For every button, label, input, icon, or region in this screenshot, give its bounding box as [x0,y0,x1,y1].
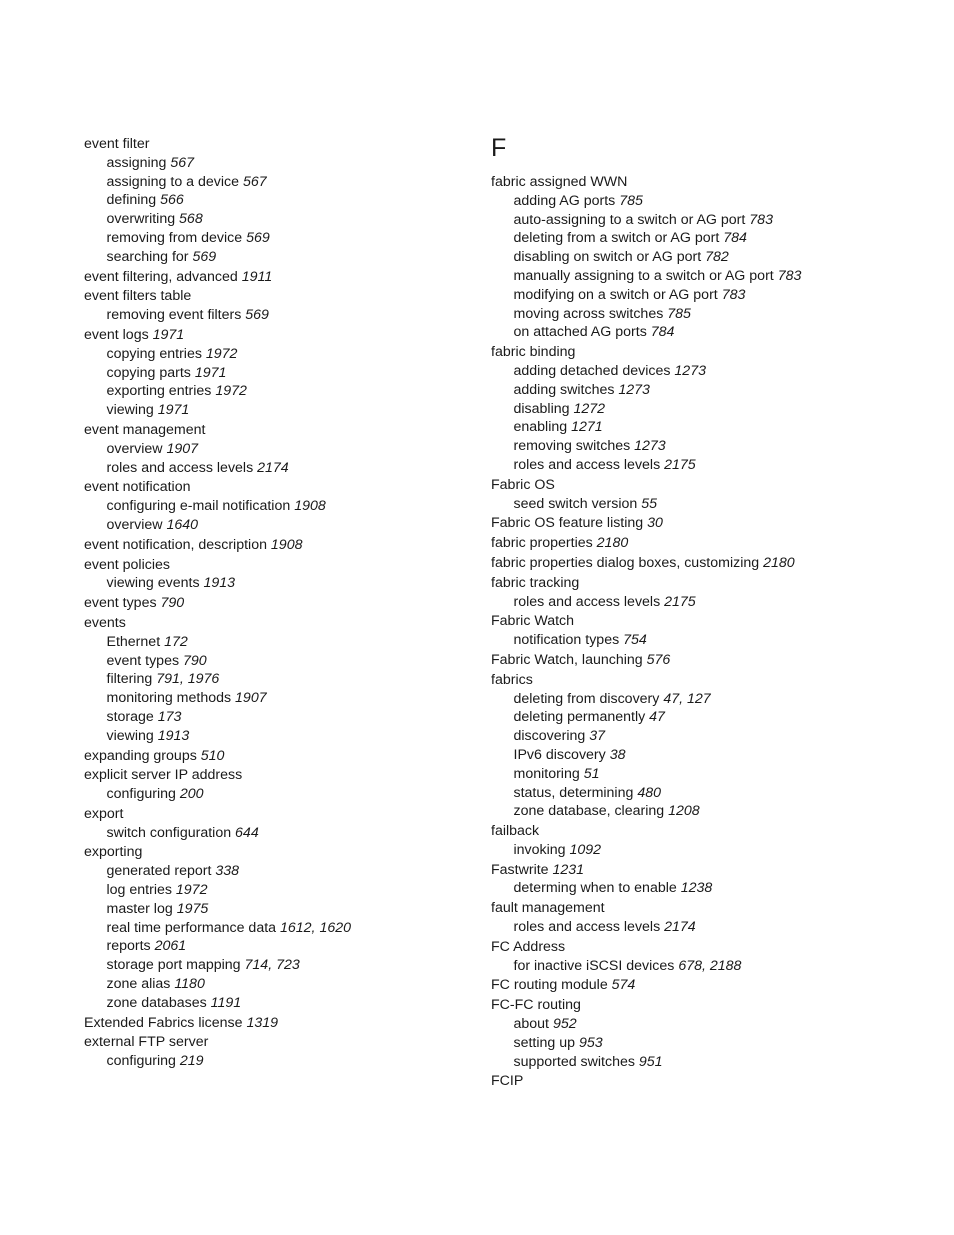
index-entry [84,747,474,766]
page-reference: 1972 [215,383,247,400]
page-reference: 1238 [680,880,713,897]
page-reference: 784 [650,324,675,341]
entry-term: roles and access levels [106,459,258,476]
index-entry [491,476,931,495]
entry-term: event types [106,652,184,669]
entry-term: moving across switches [513,305,668,322]
page-reference: 1908 [294,498,326,515]
entry-term: fabric binding [491,344,576,361]
page-reference: 714, 723 [244,957,300,974]
page-reference: 51 [583,765,600,782]
index-subentry [84,727,474,746]
index-subentry [84,459,474,478]
page-reference: 1180 [174,976,205,993]
page-reference: 30 [647,515,663,532]
index-subentry [84,881,474,900]
entry-term: switch configuration [106,824,236,841]
page-reference: 1975 [176,900,209,917]
entry-term: Fastwrite [491,861,553,878]
page-reference: 1272 [573,400,606,417]
page-reference: 951 [638,1053,663,1070]
page-reference: 567 [170,154,195,171]
page-reference: 1319 [246,1014,279,1031]
entry-term: removing from device [106,229,247,246]
entry-term: zone database, clearing [513,803,669,820]
index-entry [491,861,931,880]
entry-term: for inactive iSCSI devices [513,957,679,974]
index-entry [84,1014,474,1033]
entry-term: status, determining [513,784,638,801]
index-subentry [491,841,931,860]
entry-term: FC-FC routing [491,997,581,1014]
entry-term: events [84,614,126,631]
page-reference: 2175 [664,456,696,473]
entry-term: log entries [106,882,176,899]
entry-term: about [513,1016,553,1033]
entry-term: defining [106,192,161,209]
entry-term: real time performance data [106,919,280,936]
entry-term: removing switches [513,438,635,455]
index-entry [84,805,474,824]
index-entry [491,651,931,670]
index-subentry [84,345,474,364]
entry-term: fabric properties [491,535,597,552]
entry-term: filtering [106,671,157,688]
entry-term: adding switches [513,381,619,398]
index-subentry [491,211,931,230]
entry-term: viewing [106,402,158,419]
index-entry [491,173,931,192]
entry-term: FCIP [491,1073,524,1090]
entry-term: configuring [106,1053,180,1070]
page-reference: 569 [246,229,270,246]
page-reference: 1271 [571,419,603,436]
entry-term: failback [491,823,540,840]
index-subentry [491,1053,931,1072]
entry-term: zone databases [106,994,211,1011]
page-reference: 1913 [157,727,190,744]
entry-term: event filters table [84,288,192,305]
page-reference: 1191 [210,994,242,1011]
index-subentry [84,975,474,994]
page-reference: 338 [215,863,240,880]
index-subentry [84,994,474,1013]
index-subentry [491,918,931,937]
index-right-column [491,134,931,1091]
index-subentry [84,229,474,248]
index-entries-f [491,173,931,1091]
index-subentry [491,267,931,286]
page-reference: 55 [641,495,658,512]
entry-term: deleting from discovery [513,690,664,707]
page-reference: 47, 127 [663,690,711,707]
entry-term: Fabric Watch, launching [491,651,647,668]
index-entry [491,1072,931,1091]
index-entry [84,766,474,785]
index-entry [491,976,931,995]
entry-term: removing event filters [106,307,246,324]
index-entry [84,1033,474,1052]
index-entry [491,612,931,631]
page-reference: 1273 [618,381,650,398]
page-reference: 784 [723,230,747,247]
page-reference: 569 [245,307,269,324]
entry-term: event management [84,421,206,438]
page-reference: 785 [667,305,691,322]
entry-term: fabrics [491,671,533,688]
index-entry [84,478,474,497]
page-reference: 173 [157,708,182,725]
entry-term: assigning [106,154,171,171]
page-reference: 47 [649,709,665,726]
page-reference: 1231 [552,861,585,878]
index-entry [491,822,931,841]
entry-term: monitoring methods [106,690,236,707]
index-subentry [84,497,474,516]
page-reference: 219 [179,1053,204,1070]
entry-term: Extended Fabrics license [84,1014,247,1031]
entry-term: event filtering, advanced [84,268,242,285]
entry-term: configuring e-mail notification [106,498,295,515]
index-subentry [84,862,474,881]
page-reference: 1092 [569,841,602,858]
entry-term: event types [84,595,161,612]
index-subentry [84,937,474,956]
page-reference: 1273 [674,362,706,379]
entry-term: Fabric OS feature listing [491,515,648,532]
page-reference: 1273 [634,438,666,455]
entry-term: fault management [491,900,605,917]
index-subentry [491,1015,931,1034]
page-reference: 37 [589,728,605,745]
entry-term: configuring [106,786,180,803]
index-subentry [491,305,931,324]
page-reference: 568 [179,211,203,228]
index-subentry [491,229,931,248]
page-reference: 953 [578,1034,603,1051]
page-reference: 783 [777,267,802,284]
entry-term: event notification [84,479,191,496]
index-subentry [84,956,474,975]
index-entry [84,421,474,440]
page-reference: 952 [552,1016,577,1033]
page-reference: 783 [721,286,746,303]
entry-term: IPv6 discovery [513,746,610,763]
index-subentry [491,784,931,803]
section-letter-heading: F [491,134,507,162]
page-reference: 1208 [668,803,700,820]
index-subentry [491,381,931,400]
entry-term: modifying on a switch or AG port [513,286,722,303]
index-entry [491,899,931,918]
entry-term: export [84,805,124,822]
page-reference: 1640 [166,516,198,533]
page-reference: 567 [242,173,267,190]
index-subentry [491,362,931,381]
entry-term: on attached AG ports [513,324,651,341]
index-left-column [84,134,474,1071]
page-reference: 782 [705,249,729,266]
entry-term: exporting entries [106,383,216,400]
entry-term: FC Address [491,938,566,955]
index-subentry [84,824,474,843]
entry-term: event policies [84,556,170,573]
page-reference: 2180 [763,554,795,571]
index-subentry [84,574,474,593]
index-subentry [84,633,474,652]
entry-term: event notification, description [84,536,271,553]
entry-term: auto-assigning to a switch or AG port [513,211,750,228]
index-subentry [84,900,474,919]
index-subentry [491,690,931,709]
index-entry [84,135,474,154]
index-subentry [84,364,474,383]
page-reference: 1907 [166,440,198,457]
entry-term: FC routing module [491,977,612,994]
entry-term: fabric assigned WWN [491,174,628,190]
entry-term: external FTP server [84,1034,209,1051]
page-reference: 1908 [270,536,303,553]
index-subentry [84,516,474,535]
entry-term: manually assigning to a switch or AG port [513,267,778,284]
index-subentry [491,1034,931,1053]
page-reference: 2175 [664,593,696,610]
entry-term: supported switches [513,1053,639,1070]
page-reference: 2061 [154,938,187,955]
page-reference: 1971 [152,326,185,343]
index-entry [84,326,474,345]
page-reference: 172 [164,633,188,650]
page-reference: 2180 [596,535,629,552]
entry-term: copying parts [106,364,195,381]
entry-term: assigning to a device [106,173,243,190]
entry-term: reports [106,938,155,955]
entry-term: seed switch version [513,495,642,512]
entry-term: master log [106,900,177,917]
entry-term: searching for [106,248,193,265]
entry-term: explicit server IP address [84,767,243,784]
page-reference: 510 [200,747,225,764]
index-subentry [84,652,474,671]
entry-term: Ethernet [106,633,165,650]
entry-term: roles and access levels [513,456,665,473]
index-entry [84,843,474,862]
index-subentry [491,957,931,976]
index-entry [84,287,474,306]
index-subentry [84,919,474,938]
index-subentry [84,382,474,401]
index-entry [491,534,931,553]
entry-term: copying entries [106,345,206,362]
index-entry [491,996,931,1015]
entry-term: invoking [513,841,570,858]
page-reference: 1971 [194,364,227,381]
entry-term: adding detached devices [513,362,675,379]
index-subentry [491,418,931,437]
index-entry [491,554,931,573]
index-subentry [491,879,931,898]
entry-term: fabric properties dialog boxes, customizing [491,554,764,571]
index-subentry [84,210,474,229]
index-entry [84,594,474,613]
page-reference: 480 [637,784,661,801]
page-reference: 1971 [157,402,190,419]
index-subentry [491,727,931,746]
index-entry [84,614,474,633]
index-subentry [84,785,474,804]
entry-term: setting up [513,1034,579,1051]
page-reference: 754 [623,632,647,649]
page-reference: 574 [611,977,636,994]
page-reference: 1907 [235,690,267,707]
index-subentry [491,631,931,650]
entry-term: enabling [513,419,572,436]
entry-term: Fabric Watch [491,613,575,630]
index-subentry [491,456,931,475]
page-reference: 200 [179,786,204,803]
entry-term: fabric tracking [491,574,580,591]
index-entry [491,343,931,362]
entry-term: overview [106,440,167,457]
entry-term: storage [106,708,158,725]
index-entry [84,536,474,555]
index-subentry [491,192,931,211]
index-subentry [491,593,931,612]
index-subentry [84,708,474,727]
entry-term: deleting from a switch or AG port [513,230,724,247]
entry-term: overview [106,516,167,533]
entry-term: event logs [84,326,153,343]
index-subentry [84,191,474,210]
page-reference: 38 [609,746,626,763]
entry-term: roles and access levels [513,919,665,936]
page-reference: 1911 [241,268,273,285]
entry-term: determing when to enable [513,880,681,897]
entry-term: notification types [513,632,624,649]
entry-term: viewing events [106,575,204,592]
entry-term: viewing [106,727,158,744]
entry-term: event filter [84,136,150,152]
index-subentry [84,689,474,708]
index-subentry [84,154,474,173]
entry-term: generated report [106,863,216,880]
index-subentry [491,400,931,419]
index-entry [491,938,931,957]
entry-term: disabling on switch or AG port [513,249,706,266]
page-reference: 569 [192,248,217,265]
page-reference: 783 [749,211,773,228]
entry-term: deleting permanently [513,709,650,726]
page-reference: 791, 1976 [156,671,220,688]
page-reference: 1612, 1620 [280,919,352,936]
index-subentry [84,1052,474,1071]
index-subentry [84,401,474,420]
page-reference: 576 [646,651,671,668]
index-subentry [84,440,474,459]
page-reference: 1913 [203,575,236,592]
index-entry [84,268,474,287]
entry-term: monitoring [513,765,584,782]
index-subentry [491,437,931,456]
entry-term: roles and access levels [513,593,665,610]
index-subentry [491,248,931,267]
index-subentry [84,670,474,689]
entry-term: overwriting [106,211,180,228]
page-reference: 790 [160,595,185,612]
page-reference: 2174 [257,459,289,476]
entry-term: zone alias [106,976,175,993]
index-entry [491,514,931,533]
entry-term: storage port mapping [106,957,245,974]
index-entry [84,556,474,575]
index-subentry [491,708,931,727]
index-subentry [84,248,474,267]
page-reference: 1972 [175,882,208,899]
index-subentry [491,286,931,305]
page-reference: 678, 2188 [678,957,742,974]
page-reference: 785 [619,192,643,209]
index-entry [491,671,931,690]
entry-term: Fabric OS [491,476,555,493]
index-subentry [491,746,931,765]
index-subentry [491,802,931,821]
index-entry [491,574,931,593]
entry-term: disabling [513,400,574,417]
entry-term: adding AG ports [513,192,620,209]
index-subentry [491,323,931,342]
page-reference: 644 [235,824,259,841]
page-reference: 566 [160,192,184,209]
index-subentry [84,306,474,325]
entry-term: expanding groups [84,747,201,764]
page-reference: 1972 [205,345,238,362]
page-reference: 790 [183,652,207,669]
index-subentry [84,173,474,192]
page-reference: 2174 [664,919,696,936]
entry-term: discovering [513,728,590,745]
index-subentry [491,495,931,514]
index-subentry [491,765,931,784]
entry-term: exporting [84,844,143,861]
